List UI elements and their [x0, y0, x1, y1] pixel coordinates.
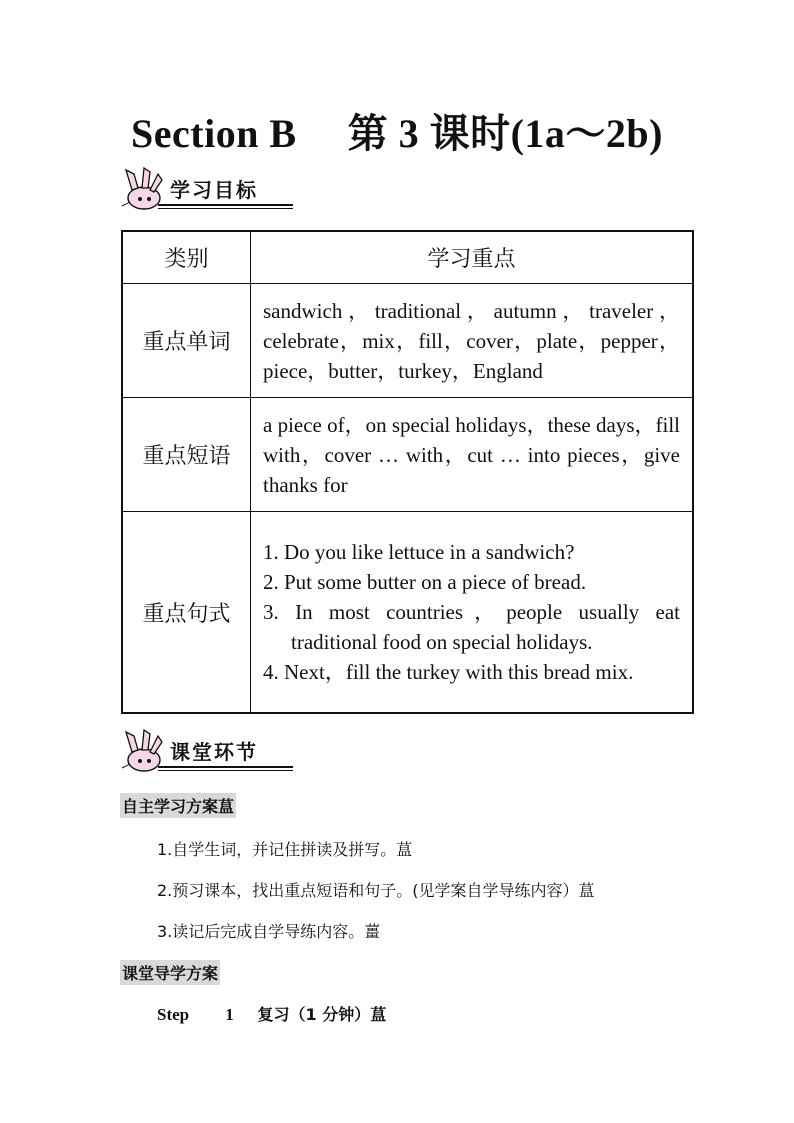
row-category: 重点短语 [122, 398, 251, 512]
step-title: 复习（1 分钟）蒀 [257, 1005, 387, 1024]
self-study-item: 3.读记后完成自学导练内容。薑 [157, 922, 381, 941]
row-sentences [251, 512, 694, 714]
sentence-item: 2. Put some butter on a piece of bread. [263, 570, 587, 594]
column-header-focus: 学习重点 [251, 231, 694, 284]
section-underline-thin [158, 770, 293, 771]
row-category: 重点单词 [122, 284, 251, 398]
sentence-item: 1. Do you like lettuce in a sandwich? [263, 540, 575, 564]
row-content: a piece of，on special holidays，these days，fill with，cover … with，cut … into pieces，give thanks for [251, 398, 694, 512]
bunny-icon [118, 166, 168, 214]
section-label: 学习目标 [170, 178, 258, 202]
section-header-class [118, 728, 298, 778]
section-label: 课堂环节 [170, 740, 258, 764]
section-underline [158, 766, 293, 768]
step-number: 1 [225, 1005, 234, 1024]
sentence-item: 4. Next，fill the turkey with this bread mix. [263, 660, 634, 684]
section-underline [158, 204, 293, 206]
learning-goals-table [121, 230, 694, 714]
section-underline-thin [158, 208, 293, 209]
table-row [122, 398, 693, 512]
sentence-item: 3. In most countries，people usually eat traditional food on special holidays. [263, 600, 680, 654]
step-line [157, 1002, 386, 1025]
self-study-item: 1.自学生词，并记住拼读及拼写。蒀 [157, 840, 413, 859]
table-row [122, 284, 693, 398]
class-guide-heading: 课堂导学方案 [120, 960, 220, 985]
bunny-icon [118, 728, 168, 776]
row-category: 重点句式 [122, 512, 251, 714]
section-header-goals [118, 166, 298, 216]
column-header-category: 类别 [122, 231, 251, 284]
table-row [122, 512, 693, 714]
step-word: Step [157, 1005, 190, 1024]
self-study-item: 2.预习课本，找出重点短语和句子。(见学案自学导练内容）蒀 [157, 881, 595, 900]
row-content: sandwich，traditional，autumn，traveler，celebrate，mix，fill，cover，plate，pepper，piece，butter，turkey，England [251, 284, 694, 398]
page-title: Section B 第 3 课时(1a～2b) [131, 111, 663, 156]
table-header-row [122, 231, 693, 284]
self-study-heading: 自主学习方案蒀 [120, 793, 236, 818]
